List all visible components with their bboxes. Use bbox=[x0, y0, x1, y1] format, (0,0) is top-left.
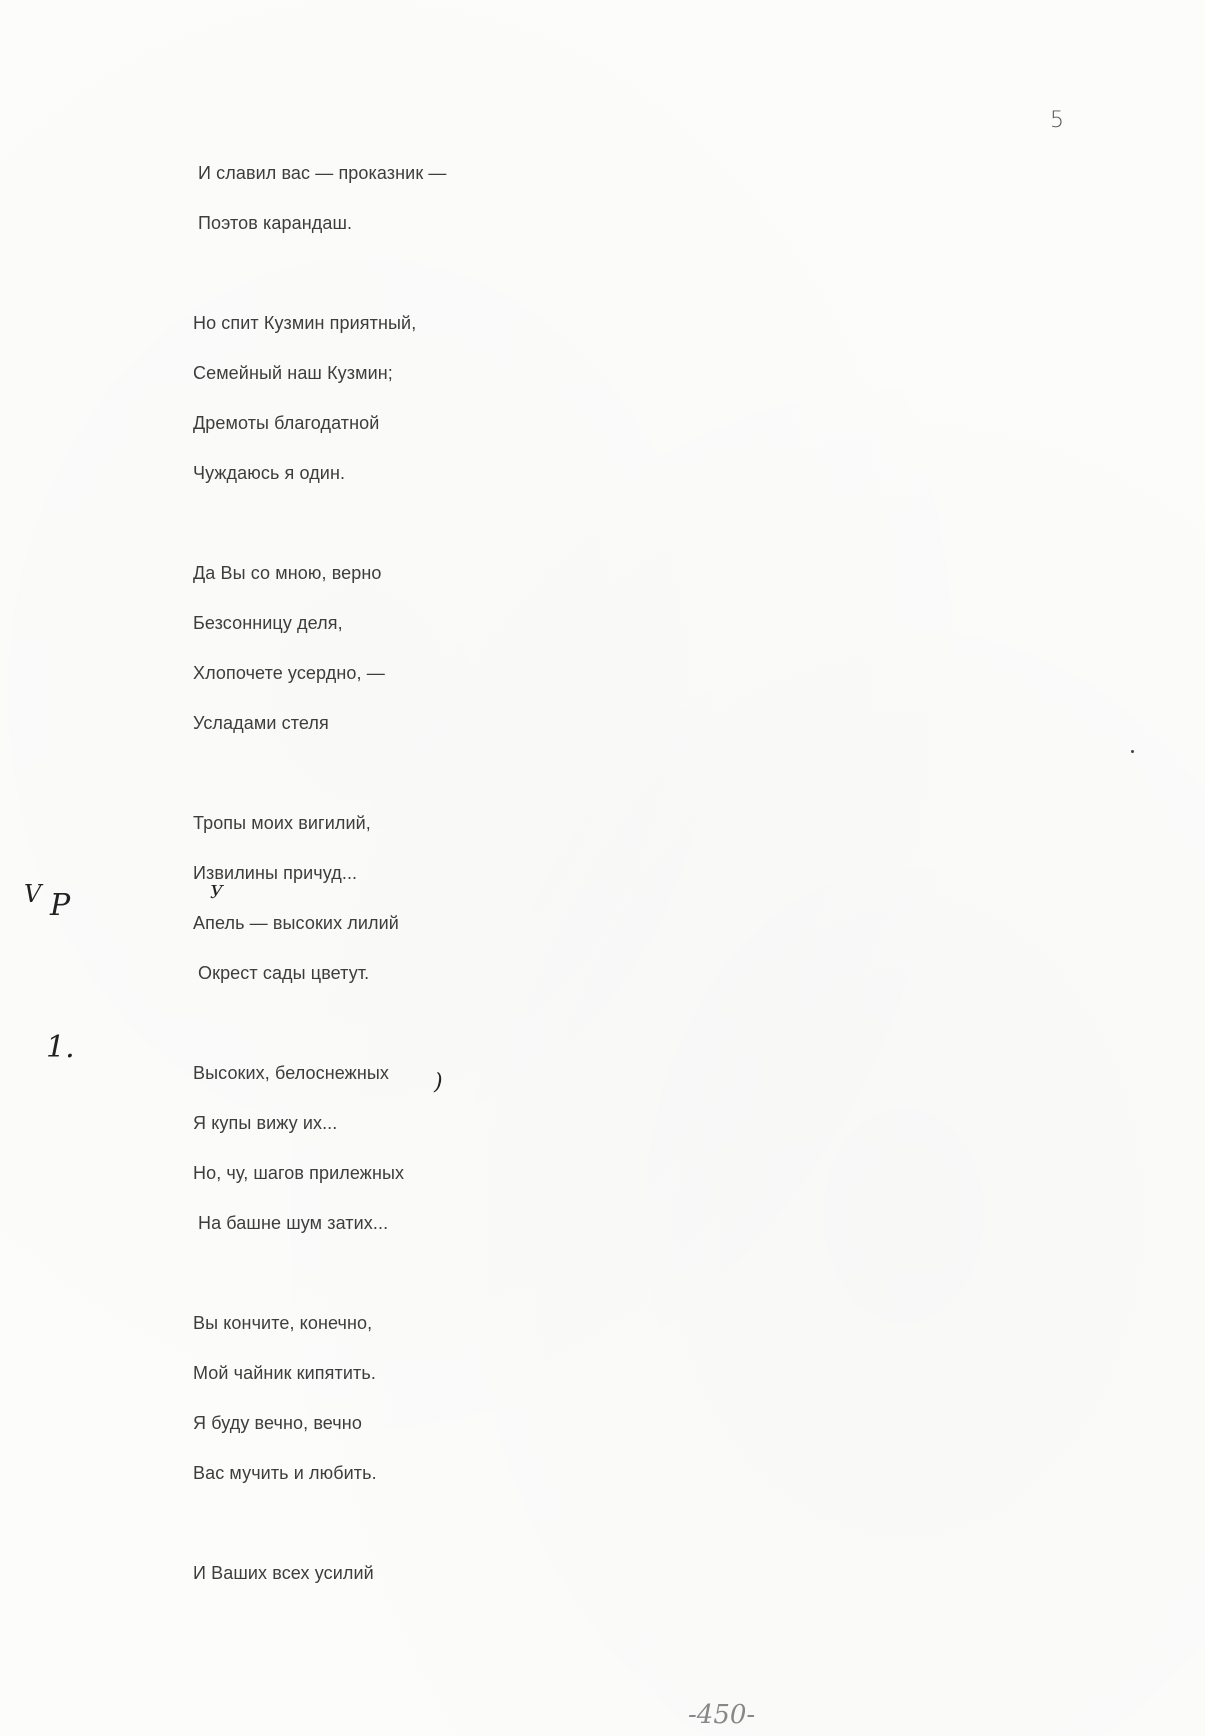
handwritten-mark-p: P bbox=[50, 888, 71, 923]
stanza-break bbox=[193, 998, 893, 1048]
poem-line: Дремоты благодатной bbox=[193, 413, 380, 433]
poem-line: Тропы моих вигилий, bbox=[193, 813, 371, 833]
handwritten-insert-y: У bbox=[210, 882, 224, 903]
poem-line: Безсонницу деля, bbox=[193, 613, 343, 633]
poem-line: Поэтов карандаш. bbox=[198, 213, 353, 233]
poem-line: Мой чайник кипятить. bbox=[193, 1363, 376, 1383]
poem-line: Усладами стеля bbox=[193, 713, 329, 733]
ink-dot bbox=[1131, 750, 1134, 753]
poem-line: Хлопочете усердно, — bbox=[193, 663, 385, 683]
poem-line: Вы кончите, конечно, bbox=[193, 1313, 373, 1333]
poem-line: Да Вы со мною, верно bbox=[193, 563, 382, 583]
poem-line: Чуждаюсь я один. bbox=[193, 463, 346, 483]
poem-line: И Ваших всех усилий bbox=[193, 1563, 374, 1583]
page-number: 5 bbox=[1050, 108, 1064, 133]
poem-line: На башне шум затих... bbox=[198, 1213, 389, 1233]
stanza-break bbox=[193, 248, 893, 298]
stanza-break bbox=[193, 1248, 893, 1298]
poem-line: Вас мучить и любить. bbox=[193, 1463, 377, 1483]
poem-line: Семейный наш Кузмин; bbox=[193, 363, 393, 383]
poem-line: Окрест сады цветут. bbox=[198, 963, 370, 983]
poem-line: Я купы вижу их... bbox=[193, 1113, 338, 1133]
poem-line: Но, чу, шагов прилежных bbox=[193, 1163, 405, 1183]
poem-line: Высоких, белоснежных bbox=[193, 1063, 389, 1083]
poem-line: И славил вас — проказник — bbox=[198, 163, 447, 183]
handwritten-mark-one: 1. bbox=[46, 1030, 75, 1065]
poem-line: Апель — высоких лилий bbox=[193, 913, 399, 933]
handwritten-mark-v: V bbox=[24, 880, 42, 908]
poem-line: Извилины причуд... bbox=[193, 863, 358, 883]
poem-line: Но спит Кузмин приятный, bbox=[193, 313, 417, 333]
stanza-break bbox=[193, 1498, 893, 1548]
poem-text bbox=[193, 148, 893, 1598]
stanza-break bbox=[193, 498, 893, 548]
stanza-break bbox=[193, 748, 893, 798]
handwritten-paren: ) bbox=[434, 1070, 443, 1095]
poem-line: Я буду вечно, вечно bbox=[193, 1413, 362, 1433]
handwritten-page-number: -450- bbox=[688, 1700, 756, 1730]
